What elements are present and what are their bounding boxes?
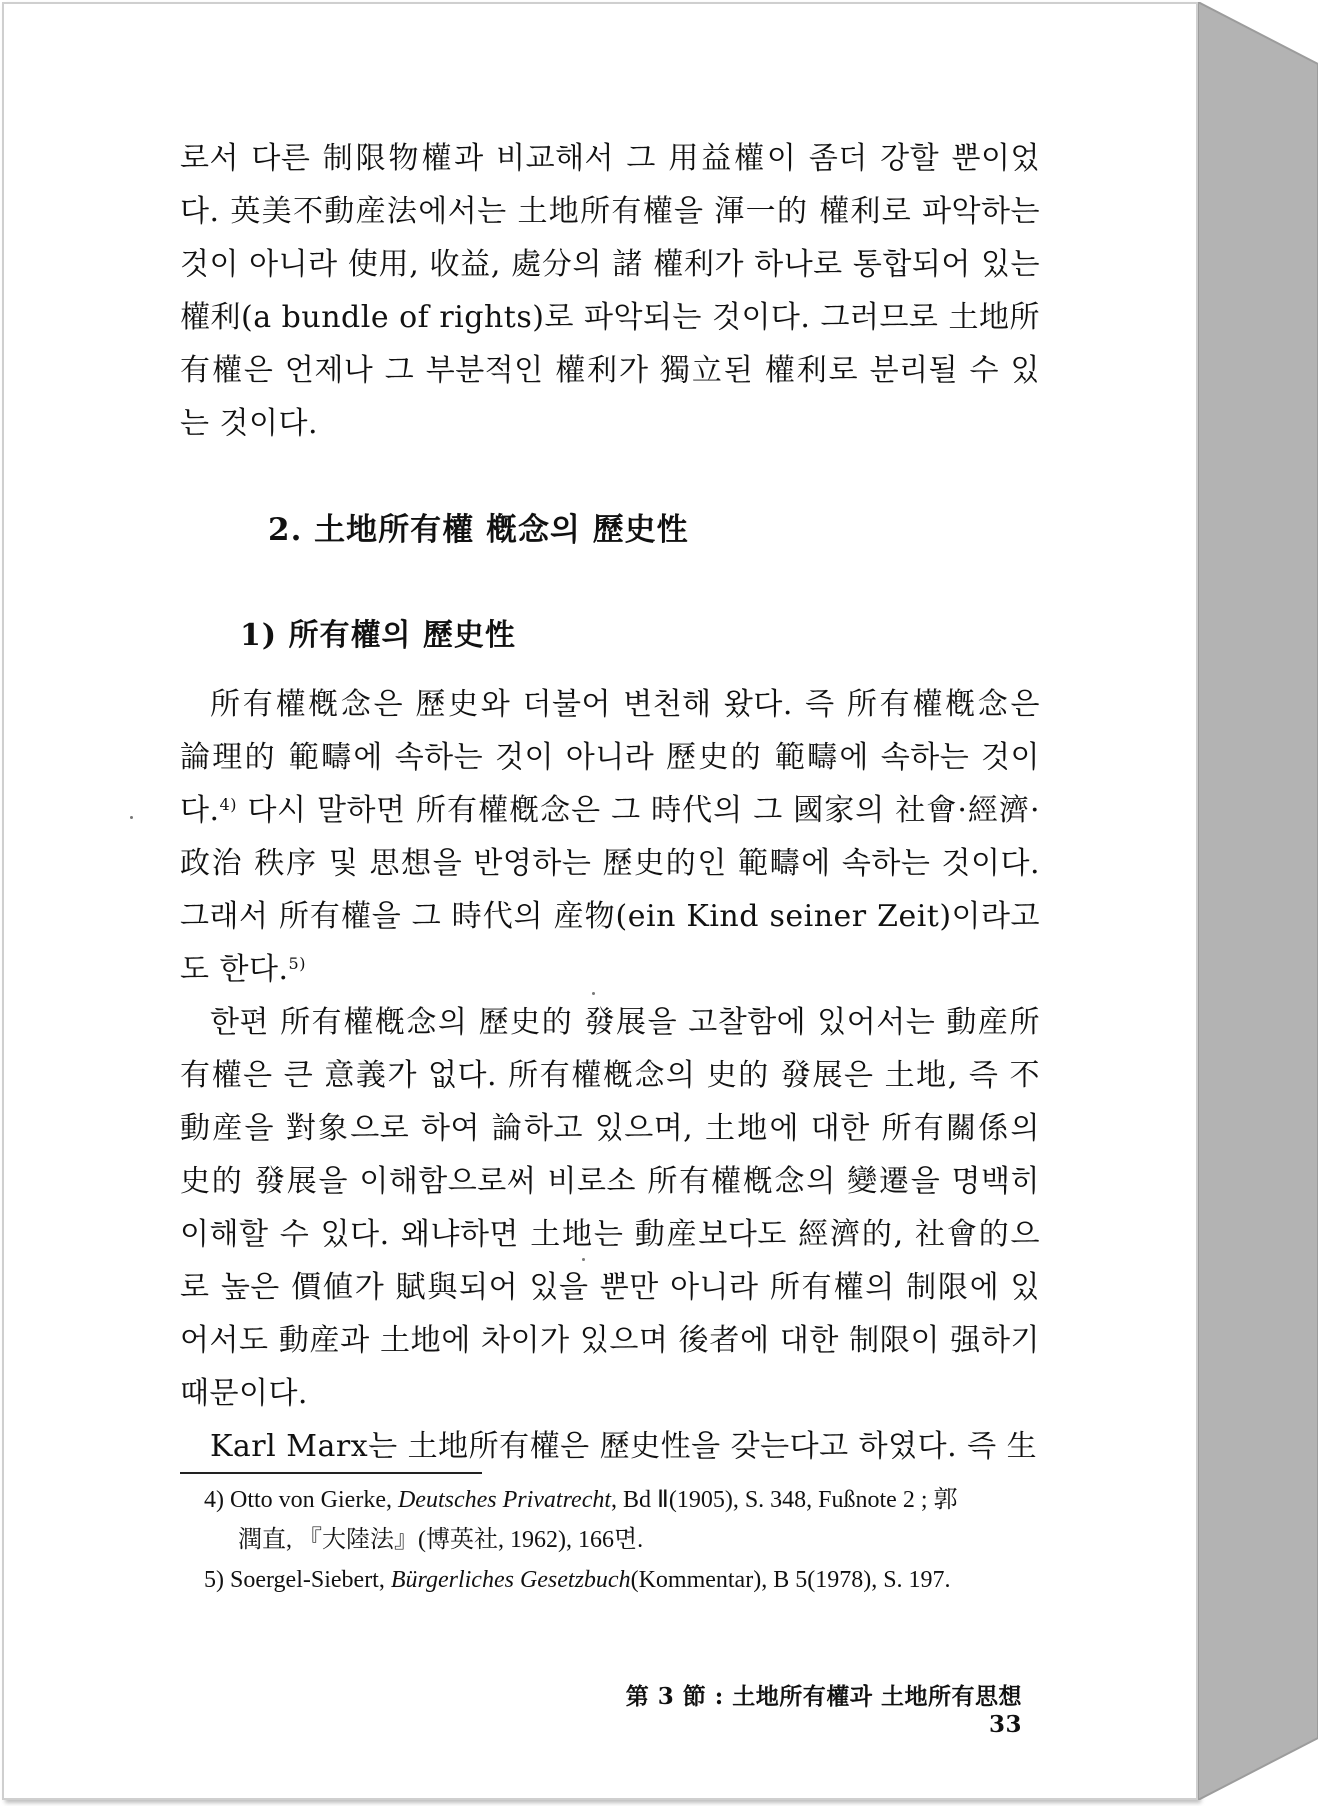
footnote-marker: 4) [204, 1487, 224, 1513]
footnote-ref-5: 5) [288, 954, 306, 973]
footnote-author: Otto von Gierke, [230, 1487, 398, 1513]
section-title: 2. 土地所有權 槪念의 歷史性 [268, 512, 689, 548]
footnote-rest: , Bd Ⅱ(1905), S. 348, Fußnote 2 ; 郭 [611, 1487, 958, 1513]
scan-speck [592, 992, 595, 995]
footnote-4 [204, 1480, 1044, 1560]
footnote-author: Soergel-Siebert, [230, 1567, 391, 1593]
scan-speck [130, 816, 133, 819]
footnote-ref-4: 4) [219, 795, 237, 814]
page-edge-shape [1198, 2, 1318, 1800]
page-edge-face [1198, 2, 1318, 1800]
footnote-continuation: 潤直, 『大陸法』(博英社, 1962), 166면. [238, 1527, 644, 1553]
running-footer [582, 1678, 1022, 1738]
footnote-rest: (Kommentar), B 5(1978), S. 197. [630, 1567, 951, 1593]
footnote-marker: 5) [204, 1567, 224, 1593]
footnotes [204, 1480, 1044, 1600]
scan-speck [582, 1258, 585, 1261]
paragraph-1 [180, 678, 1040, 996]
paragraph-1-text-a: 所有權槪念은 歷史와 더불어 변천해 왔다. 즉 所有權槪念은 論理的 範疇에 속하는 것이 아니라 歷史的 範疇에 속하는 것이다. [180, 687, 1040, 828]
book-page-edge [1198, 2, 1318, 1800]
paragraph-1-text-b: 다시 말하면 所有權槪念은 그 時代의 그 國家의 社會·經濟·政治 秩序 및 思想을 반영하는 歷史的인 範疇에 속하는 것이다. 그래서 所有權을 그 時代의 産物(ein Kind seiner Zeit)이라고도 한다. [180, 793, 1040, 987]
footnote-divider [180, 1472, 482, 1474]
footnote-title: Bürgerliches Gesetzbuch [390, 1567, 631, 1593]
paragraph-2: 한편 所有權槪念의 歷史的 發展을 고찰함에 있어서는 動産所有權은 큰 意義가 없다. 所有權槪念의 史的 發展은 土地, 즉 不動産을 對象으로 하여 論하고 있으며, 土地에 대한 所有關係의 史的 發展을 이해함으로써 비로소 所有權槪念의 變遷을 명백히 이해할 수 있다. 왜냐하면 土地는 動産보다도 經濟的, 社會的으로 높은 價値가 賦與되어 있을 뿐만 아니라 所有權의 制限에 있어서도 動産과 土地에 차이가 있으며 後者에 대한 制限이 强하기 때문이다. [180, 1005, 1040, 1411]
paragraph-3: Karl Marx는 土地所有權은 歷史性을 갖는다고 하였다. 즉 生 [210, 1429, 1038, 1464]
subsection-title: 1) 所有權의 歷史性 [240, 618, 516, 653]
intro-paragraph: 로서 다른 制限物權과 비교해서 그 用益權이 좀더 강할 뿐이었다. 英美不動産法에서는 土地所有權을 渾一的 權利로 파악하는 것이 아니라 使用, 收益, 處分의 諸 權利가 하나로 통합되어 있는 權利(a bundle of rights)로 파악되는 것이다. 그러므로 土地所有權은 언제나 그 부분적인 權利가 獨立된 權利로 분리될 수 있는 것이다. [180, 141, 1040, 441]
book-page [2, 2, 1198, 1800]
footnote-title: Deutsches Privatrecht [397, 1487, 612, 1513]
footer-section-title: 第 3 節 : 土地所有權과 土地所有思想 [625, 1683, 1022, 1710]
page-number: 33 [988, 1711, 1022, 1738]
footnote-5 [204, 1560, 1044, 1600]
